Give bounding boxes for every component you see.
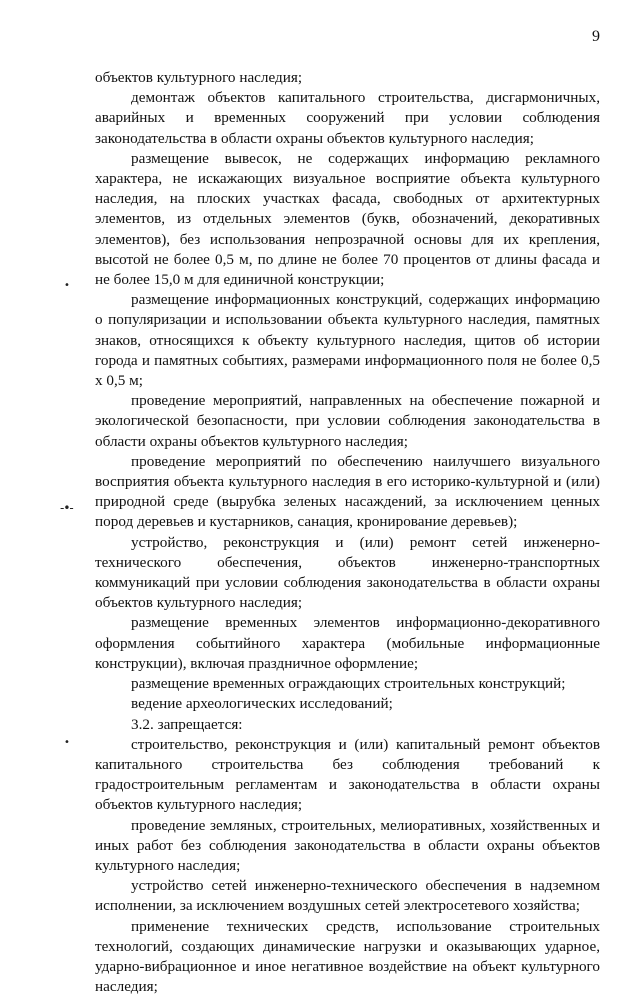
margin-dot-mark: • bbox=[64, 737, 70, 748]
paragraph-earthworks: проведение земляных, строительных, мелиоративных, хозяйственных и иных работ без соблюдения законодательства в области охраны объектов культурного наследия; bbox=[95, 816, 600, 874]
paragraph-signs: размещение вывесок, не содержащих информацию рекламного характера, не искажающих визуальное восприятие объекта культурного наследия, на плоских участках фасада, свободных от архитектурных элементов, из отдельных элементов (букв, обозначений, декоративных элементов), без использования непрозрачной основы для их крепления, высотой не более 0,5 м, по длине не более 70 процентов от длины фасада и не более 15,0 м для единичной конструкции; bbox=[95, 149, 600, 289]
margin-dot-mark: • bbox=[64, 280, 70, 291]
paragraph-temporary-fences: размещение временных ограждающих строительных конструкций; bbox=[131, 675, 566, 693]
paragraph-dismantling: демонтаж объектов капитального строительства, дисгармоничных, аварийных и временных сооружений при условии соблюдения законодательства в области охраны объектов культурного наследия; bbox=[95, 89, 600, 147]
paragraph-temporary-decor: размещение временных элементов информационно-декоративного оформления событийного характера (мобильные информационные конструкции), включая праздничное оформление; bbox=[95, 614, 600, 672]
section-heading-prohibited: 3.2. запрещается: bbox=[131, 715, 243, 733]
paragraph-engineering-networks: устройство, реконструкция и (или) ремонт сетей инженерно-технического обеспечения, объектов инженерно-транспортных коммуникаций при условии соблюдения законодательства в области охраны объектов культурного наследия; bbox=[95, 533, 600, 612]
paragraph-continuation: объектов культурного наследия; bbox=[95, 69, 303, 86]
paragraph-info-structures: размещение информационных конструкций, содержащих информацию о популяризации и использовании объекта культурного наследия, памятных знаков, относящихся к объекту культурного наследия, щитов об истории города и памятных событиях, размерами информационного поля не более 0,5 х 0,5 м; bbox=[95, 291, 600, 390]
paragraph-technical-means: применение технических средств, использование строительных технологий, создающих динамические нагрузки и оказывающих ударное, ударно-вибрационное и иное негативное воздействие на объект культурного наследия; bbox=[95, 917, 600, 996]
paragraph-fire-safety: проведение мероприятий, направленных на обеспечение пожарной и экологической безопасности, при условии соблюдения законодательства в области охраны объектов культурного наследия; bbox=[95, 392, 600, 450]
paragraph-construction: строительство, реконструкция и (или) капитальный ремонт объектов капитального строительства без соблюдения требований к градостроительным регламентам и законодательства в области охраны объектов культурного наследия; bbox=[95, 735, 600, 814]
document-body bbox=[95, 68, 600, 997]
page-number: 9 bbox=[592, 28, 600, 45]
paragraph-overhead-networks: устройство сетей инженерно-технического обеспечения в надземном исполнении, за исключением воздушных сетей электросетевого хозяйства; bbox=[95, 877, 600, 915]
paragraph-visual-perception: проведение мероприятий по обеспечению наилучшего визуального восприятия объекта культурного наследия в его историко-культурной и (или) природной среде (вырубка зеленых насаждений, за исключением ценных пород деревьев и кустарников, санация, кронирование деревьев); bbox=[95, 452, 600, 531]
margin-dash-mark: -•- bbox=[60, 501, 73, 515]
paragraph-archaeology: ведение археологических исследований; bbox=[131, 695, 393, 713]
